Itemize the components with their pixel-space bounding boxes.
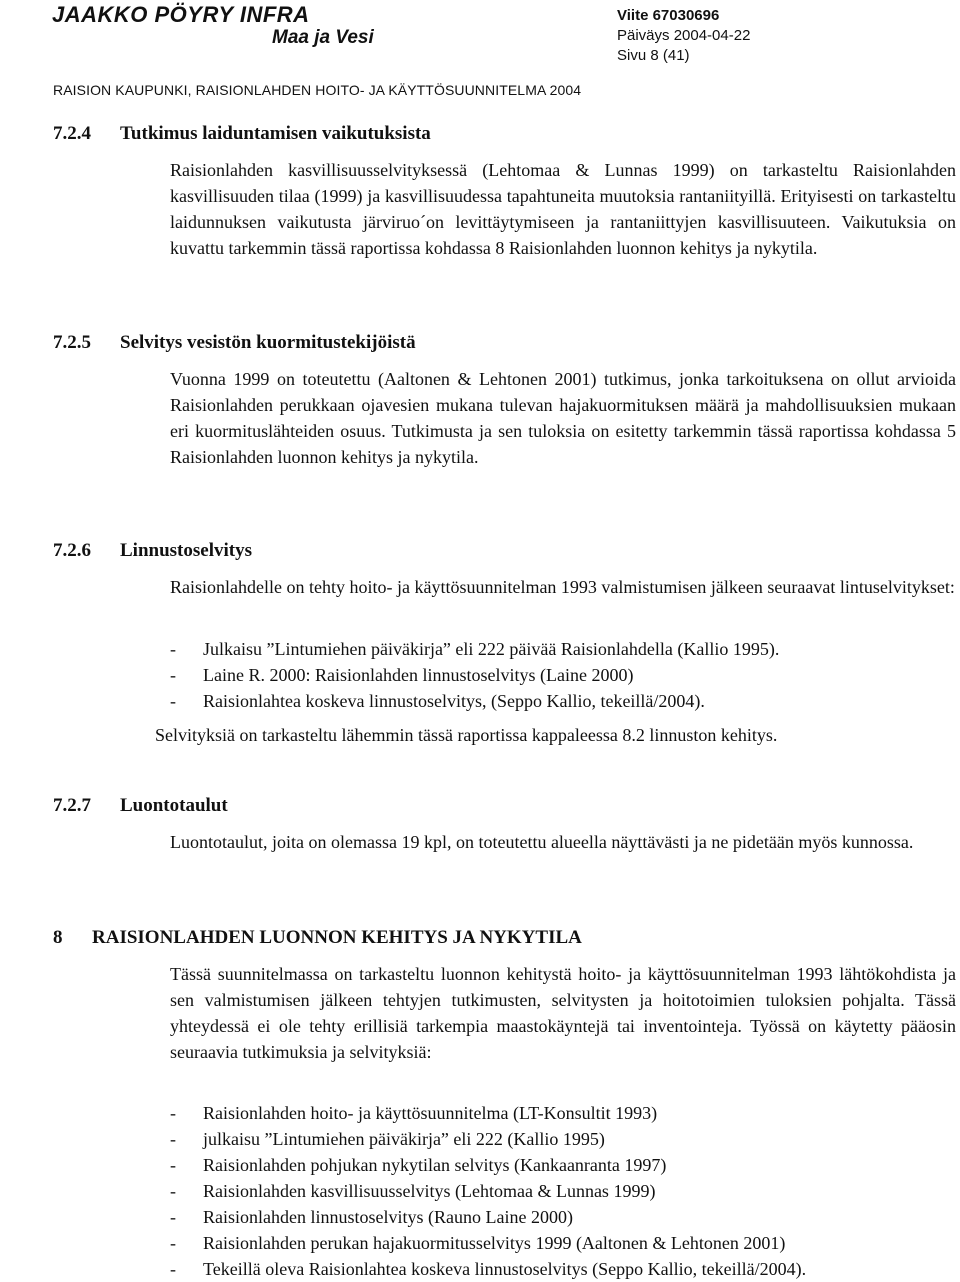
- page-number: Sivu 8 (41): [617, 47, 690, 64]
- document-meta: [617, 6, 750, 66]
- section-title: Luontotaulut: [120, 795, 228, 816]
- section-title: Linnustoselvitys: [120, 540, 252, 561]
- source-studies-list: [170, 1100, 956, 1282]
- section-heading-7-2-6: [53, 539, 252, 563]
- list-item: - Laine R. 2000: Raisionlahden linnustoselvitys (Laine 2000): [170, 662, 956, 688]
- section-heading-7-2-4: [53, 122, 431, 146]
- list-item: - Raisionlahtea koskeva linnustoselvitys, (Seppo Kallio, tekeillä/2004).: [170, 688, 956, 714]
- section-paragraph-7-2-4: Raisionlahden kasvillisuusselvityksessä (Lehtomaa & Lunnas 1999) on tarkasteltu Raisionlahden kasvillisuuden tilaa (1999) ja kasvillisuudessa tapahtuneita muutoksia rantaniityillä. Erityisesti on tarkasteltu laidunnuksen vaikutusta järviruo´on levittäytymiseen ja rantaniittyjen kasvillisuuteen. Vaikutuksia on kuvattu tarkemmin tässä raportissa kohdassa 8 Raisionlahden luonnon kehitys ja nykytila.: [170, 160, 956, 258]
- bird-survey-list: [170, 636, 956, 714]
- list-marker: -: [170, 639, 176, 659]
- list-item: - Raisionlahden linnustoselvitys (Rauno Laine 2000): [170, 1204, 956, 1230]
- list-item: - Raisionlahden kasvillisuusselvitys (Lehtomaa & Lunnas 1999): [170, 1178, 956, 1204]
- logo-division-name: Maa ja Vesi: [272, 27, 374, 48]
- chapter-heading-8: [53, 926, 582, 950]
- section-heading-7-2-7: [53, 794, 228, 818]
- list-item: - julkaisu ”Lintumiehen päiväkirja” eli 222 (Kallio 1995): [170, 1126, 956, 1152]
- section-number: 7.2.7: [53, 795, 91, 816]
- section-title: Selvitys vesistön kuormitustekijöistä: [120, 332, 416, 353]
- list-item: - Raisionlahden pohjukan nykytilan selvitys (Kankaanranta 1997): [170, 1152, 956, 1178]
- list-marker: -: [170, 1259, 176, 1279]
- section-heading-7-2-5: [53, 331, 416, 355]
- list-item: - Julkaisu ”Lintumiehen päiväkirja” eli 222 päivää Raisionlahdella (Kallio 1995).: [170, 636, 956, 662]
- list-marker: -: [170, 1129, 176, 1149]
- section-closing-7-2-6: Selvityksiä on tarkasteltu lähemmin tässä raportissa kappaleessa 8.2 linnuston kehitys.: [155, 725, 778, 745]
- section-number: 7.2.4: [53, 123, 91, 144]
- section-paragraph-7-2-5: Vuonna 1999 on toteutettu (Aaltonen & Lehtonen 2001) tutkimus, jonka tarkoituksena on ollut arvioida Raisionlahden perukkaan ojavesien mukana tulevan hajakuormituksen määrä ja mahdollisuuksien mukaan eri kuormituslähteiden osuus. Tutkimusta ja sen tuloksia on esitetty tarkemmin tässä raportissa kohdassa 5 Raisionlahden luonnon kehitys ja nykytila.: [170, 369, 956, 467]
- list-marker: -: [170, 1155, 176, 1175]
- list-item: - Tekeillä oleva Raisionlahtea koskeva linnustoselvitys (Seppo Kallio, tekeillä/2004).: [170, 1256, 956, 1282]
- chapter-paragraph-8: Tässä suunnitelmassa on tarkasteltu luonnon kehitystä hoito- ja käyttösuunnitelman 1993 lähtökohdista ja sen valmistumisen jälkeen tehtyjen tutkimusten, selvitysten ja hoitotoimien tuloksien pohjalta. Tässä yhteydessä ei ole tehty erillisiä tarkempia maastokäyntejä tai inventointeja. Työssä on käytetty pääosin seuraavia tutkimuksia ja selvityksiä:: [170, 964, 956, 1062]
- document-title: RAISION KAUPUNKI, RAISIONLAHDEN HOITO- JA KÄYTTÖSUUNNITELMA 2004: [53, 82, 582, 98]
- chapter-title: RAISIONLAHDEN LUONNON KEHITYS JA NYKYTILA: [92, 927, 582, 948]
- list-marker: -: [170, 1103, 176, 1123]
- list-marker: -: [170, 1233, 176, 1253]
- logo-company-name: JAAKKO PÖYRY INFRA: [52, 2, 310, 27]
- list-item: - Raisionlahden perukan hajakuormitusselvitys 1999 (Aaltonen & Lehtonen 2001): [170, 1230, 956, 1256]
- document-date: Päiväys 2004-04-22: [617, 27, 751, 44]
- section-number: 7.2.5: [53, 332, 91, 353]
- section-title: Tutkimus laiduntamisen vaikutuksista: [120, 123, 431, 144]
- section-number: 7.2.6: [53, 540, 91, 561]
- list-item: - Raisionlahden hoito- ja käyttösuunnitelma (LT-Konsultit 1993): [170, 1100, 956, 1126]
- list-marker: -: [170, 1207, 176, 1227]
- company-logo: [52, 4, 382, 50]
- section-paragraph-7-2-7: Luontotaulut, joita on olemassa 19 kpl, on toteutettu alueella näyttävästi ja ne pidetään myös kunnossa.: [170, 832, 914, 852]
- section-paragraph-7-2-6: Raisionlahdelle on tehty hoito- ja käyttösuunnitelman 1993 valmistumisen jälkeen seuraavat lintuselvitykset:: [170, 577, 955, 597]
- reference-number: Viite 67030696: [617, 7, 720, 24]
- chapter-number: 8: [53, 927, 63, 948]
- list-marker: -: [170, 665, 176, 685]
- list-marker: -: [170, 691, 176, 711]
- list-marker: -: [170, 1181, 176, 1201]
